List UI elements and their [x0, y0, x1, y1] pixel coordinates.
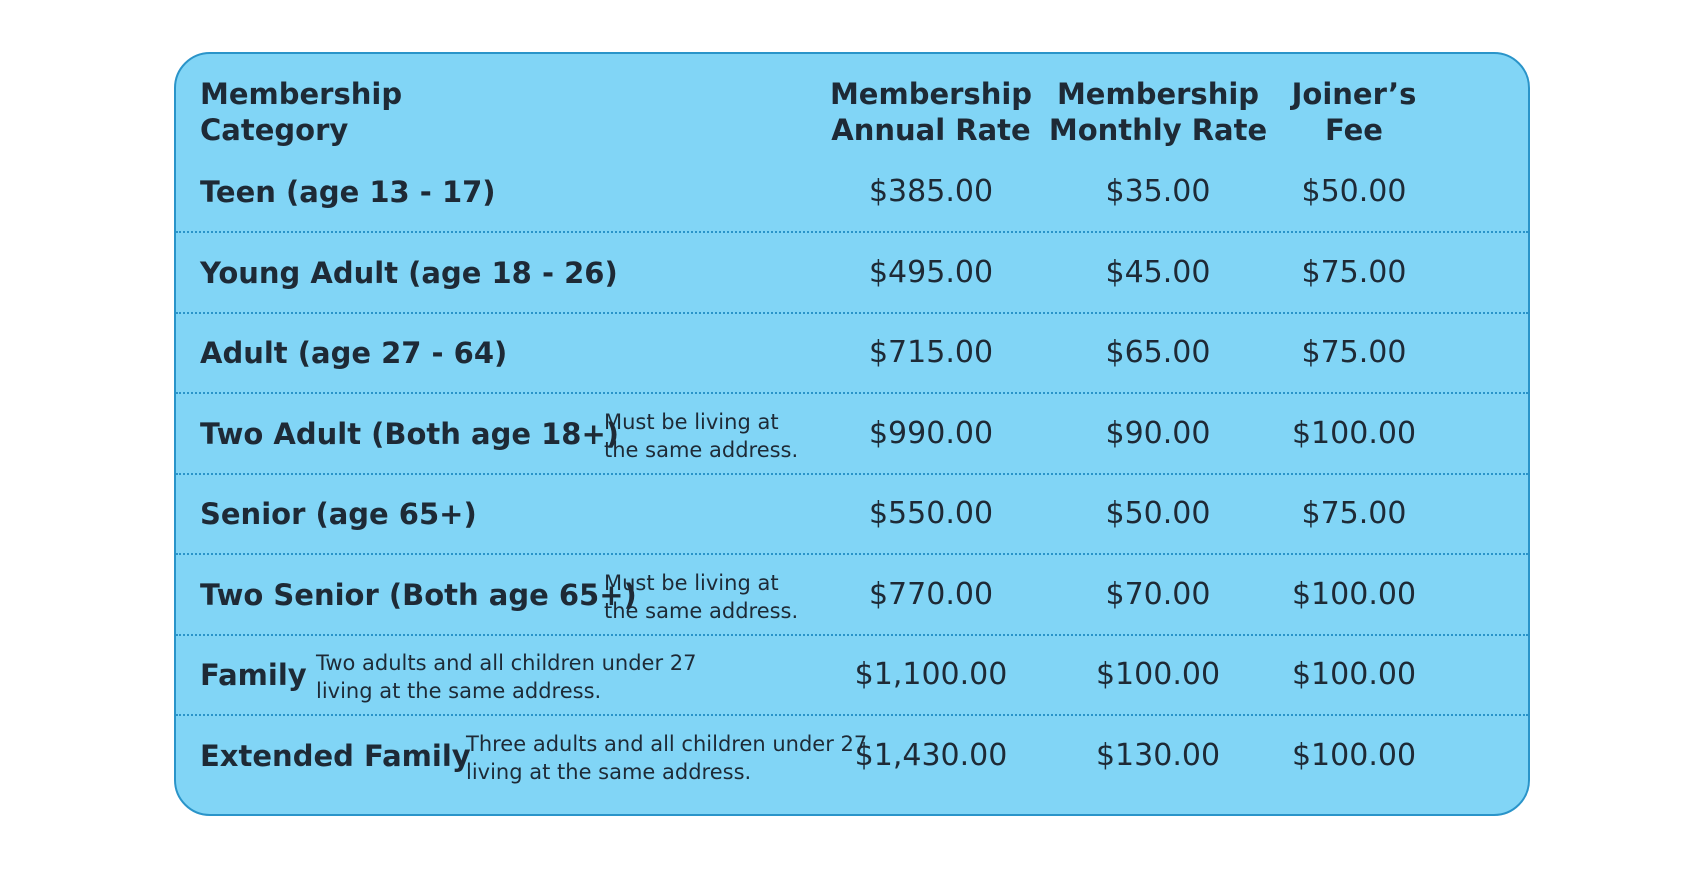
table-row: [176, 152, 1528, 232]
table-row: [176, 233, 1528, 313]
membership-category-name: Two Senior (Both age 65+): [200, 578, 637, 612]
monthly-rate-value: $65.00: [1105, 335, 1211, 370]
table-row: [176, 313, 1528, 393]
header-line: Membership: [200, 77, 403, 111]
membership-category-name: Family: [200, 658, 307, 692]
membership-category-name: Two Adult (Both age 18+): [200, 417, 620, 451]
monthly-rate-value: $50.00: [1105, 496, 1211, 531]
note-line: Two adults and all children under 27: [316, 651, 697, 675]
joiners-fee-value: $75.00: [1301, 335, 1407, 370]
annual-rate-value: $1,100.00: [854, 657, 1008, 692]
monthly-rate-value: $100.00: [1095, 657, 1221, 692]
note-line: Must be living at: [604, 410, 779, 434]
header-line: Category: [200, 113, 349, 147]
note-line: Must be living at: [604, 571, 779, 595]
table-row: [176, 635, 1528, 715]
header-line: Membership: [829, 77, 1033, 111]
monthly-rate-value: $70.00: [1105, 577, 1211, 612]
joiners-fee-value: $100.00: [1291, 738, 1417, 773]
monthly-rate-value: $130.00: [1095, 738, 1221, 773]
membership-category-name: Young Adult (age 18 - 26): [200, 256, 618, 290]
annual-rate-value: $715.00: [868, 335, 994, 370]
monthly-rate-value: $45.00: [1105, 255, 1211, 290]
membership-category-name: Adult (age 27 - 64): [200, 336, 508, 370]
note-line: the same address.: [604, 438, 799, 462]
table-row: [176, 555, 1528, 635]
membership-category-name: Teen (age 13 - 17): [200, 175, 496, 209]
joiners-fee-value: $100.00: [1291, 416, 1417, 451]
table-row: [176, 474, 1528, 554]
annual-rate-value: $385.00: [868, 174, 994, 209]
note-line: Three adults and all children under 27: [466, 732, 868, 756]
joiners-fee-value: $100.00: [1291, 657, 1417, 692]
annual-rate-value: $1,430.00: [854, 738, 1008, 773]
monthly-rate-value: $35.00: [1105, 174, 1211, 209]
table-row: [176, 716, 1528, 796]
category-note: [316, 649, 696, 705]
joiners-fee-value: $75.00: [1301, 255, 1407, 290]
note-line: the same address.: [604, 599, 799, 623]
membership-rates-table: [174, 52, 1530, 816]
category-note: [604, 569, 798, 625]
table-row: [176, 394, 1528, 474]
annual-rate-value: $550.00: [868, 496, 994, 531]
annual-rate-value: $990.00: [868, 416, 994, 451]
annual-rate-value: $770.00: [868, 577, 994, 612]
category-note: [466, 730, 867, 786]
header-line: Membership: [1056, 77, 1260, 111]
monthly-rate-value: $90.00: [1105, 416, 1211, 451]
header-line: Annual Rate: [831, 113, 1031, 147]
membership-category-name: Extended Family: [200, 739, 471, 773]
note-line: living at the same address.: [316, 679, 602, 703]
joiners-fee-value: $75.00: [1301, 496, 1407, 531]
membership-category-name: Senior (age 65+): [200, 497, 477, 531]
header-annual-rate: [811, 76, 1051, 148]
joiners-fee-value: $50.00: [1301, 174, 1407, 209]
category-note: [604, 408, 798, 464]
header-line: Joiner’s: [1291, 77, 1417, 111]
header-joiners-fee: [1234, 76, 1474, 148]
note-line: living at the same address.: [466, 760, 752, 784]
annual-rate-value: $495.00: [868, 255, 994, 290]
joiners-fee-value: $100.00: [1291, 577, 1417, 612]
header-line: Monthly Rate: [1048, 113, 1268, 147]
header-membership-category: [200, 76, 402, 148]
header-line: Fee: [1325, 113, 1383, 147]
